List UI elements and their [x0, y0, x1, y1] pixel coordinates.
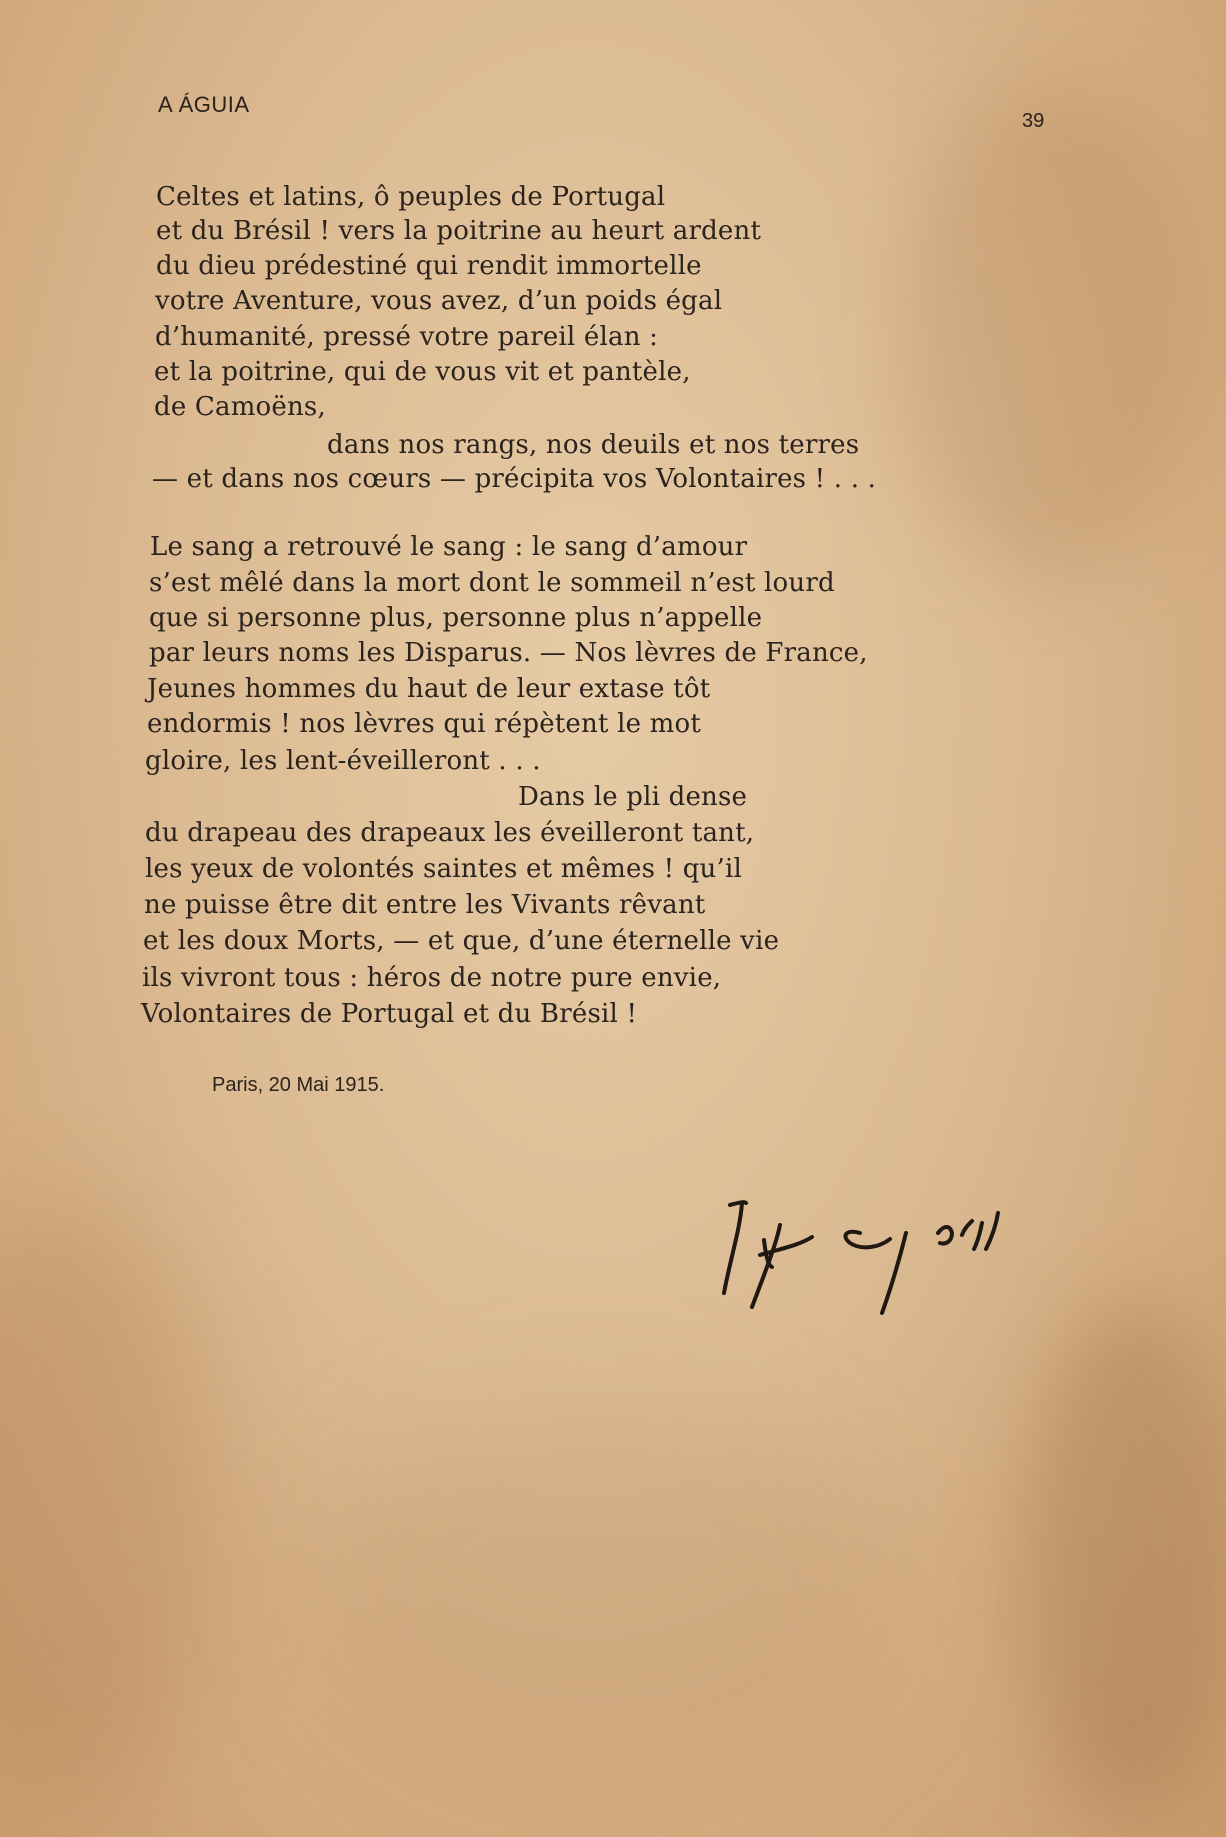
poem-line: Volontaires de Portugal et du Brésil ! — [141, 999, 638, 1029]
poem-line: par leurs noms les Disparus. — Nos lèvres de France, — [149, 638, 868, 668]
poem-line: ne puisse être dit entre les Vivants rêvant — [144, 890, 706, 920]
running-head: A ÁGUIA — [158, 92, 250, 117]
poem-line: gloire, les lent-éveilleront . . . — [145, 746, 541, 776]
poem-line: votre Aventure, vous avez, d’un poids égal — [155, 286, 723, 316]
paper-stain — [300, 1400, 900, 1800]
poem-line: et du Brésil ! vers la poitrine au heurt ardent — [156, 216, 762, 246]
poem-line: du drapeau des drapeaux les éveilleront tant, — [145, 818, 755, 848]
handwritten-signature-icon — [700, 1185, 1040, 1335]
poem-line: les yeux de volontés saintes et mêmes ! qu’il — [145, 854, 742, 884]
poem-line: que si personne plus, personne plus n’appelle — [149, 603, 763, 633]
poem-line: d’humanité, pressé votre pareil élan : — [155, 322, 659, 352]
poem-line: et les doux Morts, — et que, d’une éternelle vie — [143, 926, 780, 956]
poem-line: Le sang a retrouvé le sang : le sang d’amour — [150, 532, 748, 562]
paper-stain — [900, 80, 1200, 580]
poem-line: dans nos rangs, nos deuils et nos terres — [327, 430, 860, 460]
page-number: 39 — [1022, 110, 1045, 132]
paper-stain — [0, 1200, 220, 1800]
poem-line: s’est mêlé dans la mort dont le sommeil n’est lourd — [149, 568, 835, 598]
poem-line: du dieu prédestiné qui rendit immortelle — [156, 251, 702, 281]
poem-line: — et dans nos cœurs — précipita vos Volontaires ! . . . — [152, 464, 877, 494]
poem-line: Dans le pli dense — [518, 782, 748, 812]
poem-line: Jeunes hommes du haut de leur extase tôt — [147, 674, 711, 704]
poem-line: ils vivront tous : héros de notre pure envie, — [142, 963, 722, 993]
poem-line: de Camoëns, — [154, 392, 326, 422]
poem-line: endormis ! nos lèvres qui répètent le mot — [147, 709, 701, 739]
paper-stain — [1020, 1300, 1226, 1820]
poem-line: et la poitrine, qui de vous vit et pantèle, — [154, 357, 691, 387]
dateline: Paris, 20 Mai 1915. — [212, 1074, 385, 1096]
poem-line: Celtes et latins, ô peuples de Portugal — [156, 182, 666, 212]
